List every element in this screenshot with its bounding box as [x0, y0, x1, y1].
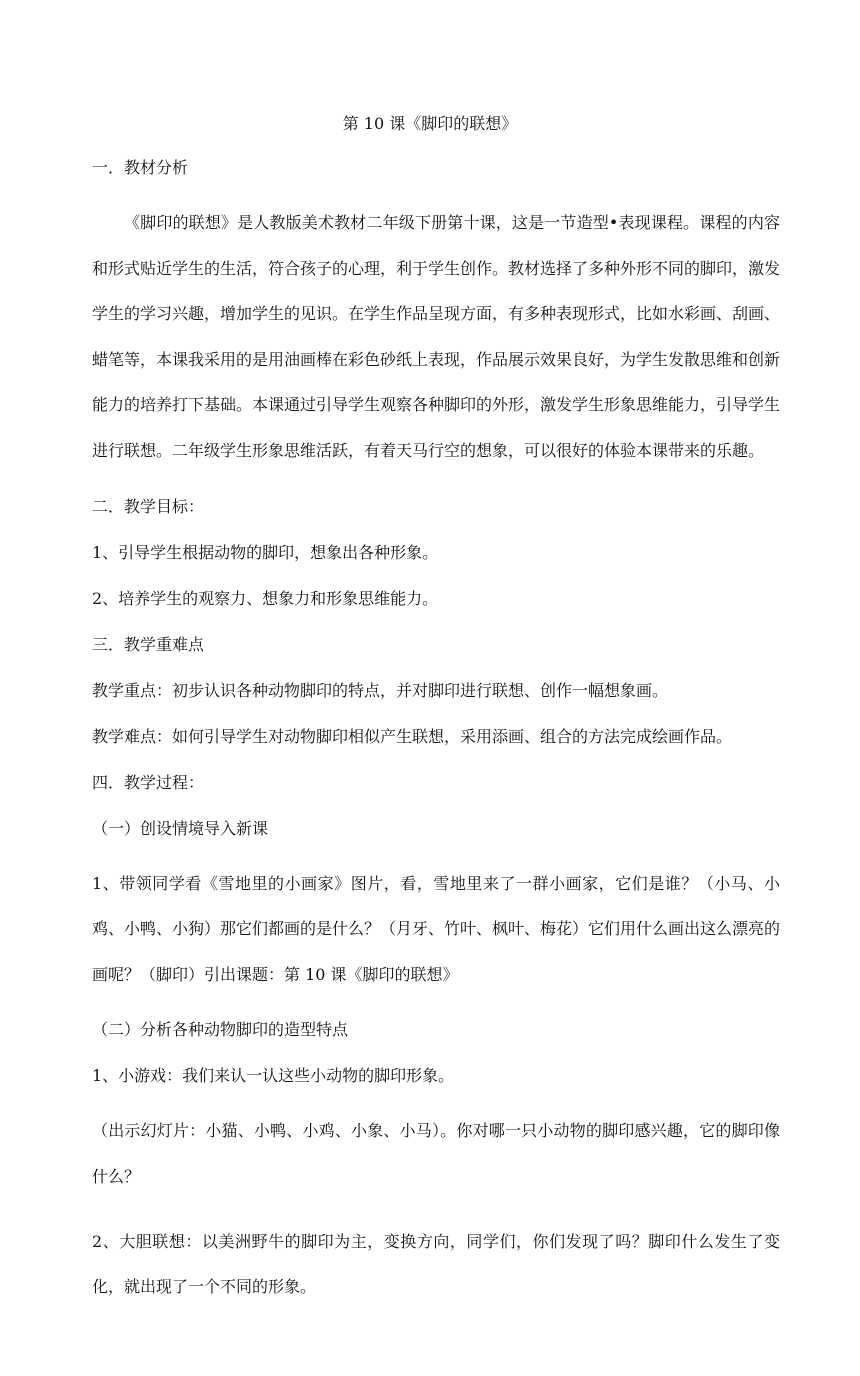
- section-heading-process: 四．教学过程：: [92, 772, 205, 792]
- document-body: [92, 154, 780, 1329]
- objective-item-1: 1、引导学生根据动物的脚印，想象出各种形象。: [92, 542, 439, 562]
- section-heading-objectives: 二．教学目标：: [92, 496, 205, 516]
- difficult-point-text: 教学难点：如何引导学生对动物脚印相似产生联想，采用添画、组合的方法完成绘画作品。: [92, 726, 733, 746]
- section-heading-analysis: 一．教材分析: [92, 158, 189, 177]
- subsection-heading-analysis: （二）分析各种动物脚印的造型特点: [92, 1020, 349, 1040]
- intro-paragraph: 1、带领同学看《雪地里的小画家》图片，看，雪地里来了一群小画家，它们是谁？（小马、小鸡、小鸭、小狗）那它们都画的是什么？（月牙、竹叶、枫叶、梅花）它们用什么画出这么漂亮的画呢？（脚印）引出课题：第 10 课《脚印的联想》: [92, 873, 781, 984]
- page-title: 第 10 课《脚印的联想》: [342, 114, 518, 133]
- game-paragraph: 1、小游戏：我们来认一认这些小动物的脚印形象。: [92, 1066, 455, 1086]
- analysis-paragraph: 《脚印的联想》是人教版美术教材二年级下册第十课，这是一节造型•表现课程。课程的内容和形式贴近学生的生活，符合孩子的心理，利于学生创作。教材选择了多种外形不同的脚印，激发学生的学习兴趣，增加学生的见识。在学生作品呈现方面，有多种表现形式，比如水彩画、刮画、蜡笔等，本课我采用的是用油画棒在彩色砂纸上表现，作品展示效果良好，为学生发散思维和创新能力的培养打下基础。本课通过引导学生观察各种脚印的外形，激发学生形象思维能力，引导学生进行联想。二年级学生形象思维活跃，有着天马行空的想象，可以很好的体验本课带来的乐趣。: [92, 213, 781, 460]
- subsection-heading-intro: （一）创设情境导入新课: [92, 818, 269, 838]
- key-point-text: 教学重点：初步认识各种动物脚印的特点，并对脚印进行联想、创作一幅想象画。: [92, 680, 669, 700]
- objective-item-2: 2、培养学生的观察力、想象力和形象思维能力。: [92, 588, 439, 608]
- association-paragraph: 2、大胆联想：以美洲野牛的脚印为主，变换方向，同学们，你们发现了吗？脚印什么发生了变化，就出现了一个不同的形象。: [92, 1231, 780, 1297]
- section-heading-key-points: 三．教学重难点: [92, 634, 205, 654]
- slides-paragraph: （出示幻灯片：小猫、小鸭、小鸡、小象、小马）。你对哪一只小动物的脚印感兴趣，它的脚印像什么？: [92, 1121, 780, 1186]
